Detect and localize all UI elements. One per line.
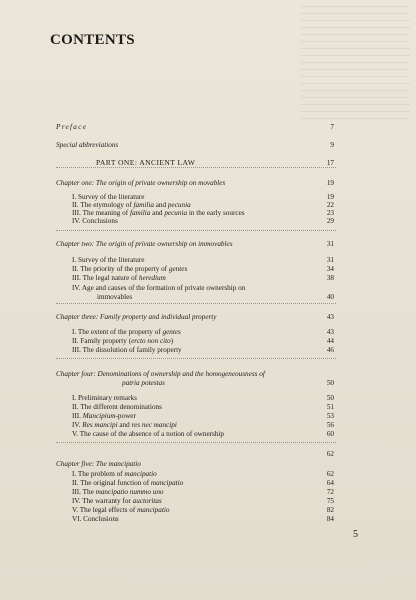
toc-entry-title: V. The cause of the absence of a notion of ownership bbox=[72, 430, 225, 438]
toc-entry-page: 29 bbox=[326, 217, 334, 225]
toc-entry-title: II. The priority of the property of gentes bbox=[72, 265, 188, 273]
toc-entry-title: III. The mancipatio nummo uno bbox=[72, 488, 164, 496]
toc-entry-title: I. Preliminary remarks bbox=[72, 394, 137, 402]
toc-entry bbox=[56, 122, 334, 132]
toc-entry-title: IV. Age and causes of the formation of private ownership on bbox=[72, 284, 246, 292]
page-title: CONTENTS bbox=[50, 32, 135, 48]
toc-entry-page: 40 bbox=[326, 293, 334, 301]
toc-entry bbox=[56, 216, 334, 226]
toc-entry bbox=[56, 292, 334, 302]
toc-entry-title: I. The problem of mancipatio bbox=[72, 470, 157, 478]
toc-entry-page: 50 bbox=[326, 379, 334, 387]
toc-entry bbox=[56, 178, 334, 188]
toc-entry-page: 75 bbox=[326, 497, 334, 505]
toc-entry-page: 43 bbox=[326, 328, 334, 336]
page-number: 5 bbox=[353, 529, 358, 540]
toc-entry-title: patria potestas bbox=[122, 379, 165, 387]
toc-entry-page: 53 bbox=[326, 412, 334, 420]
toc-entry bbox=[56, 312, 334, 322]
toc-entry bbox=[56, 378, 334, 388]
toc-entry-page: 60 bbox=[326, 430, 334, 438]
toc-entry-title: IV. Conclusions bbox=[72, 217, 118, 225]
toc-entry-title: Chapter four: Denominations of ownership and the homogeneousness of bbox=[56, 370, 265, 378]
toc-entry-page: 22 bbox=[326, 201, 334, 209]
toc-entry bbox=[56, 140, 334, 150]
toc-entry bbox=[56, 429, 334, 439]
toc-entry-page: 84 bbox=[326, 515, 334, 523]
toc-entry-title: III. Mancipium-power bbox=[72, 412, 136, 420]
toc-entry-page: 62 bbox=[326, 470, 334, 478]
toc-entry-page: 62 bbox=[326, 450, 334, 458]
toc-entry bbox=[56, 459, 334, 469]
toc-entry-page: 82 bbox=[326, 506, 334, 514]
toc-entry-page: 50 bbox=[326, 394, 334, 402]
toc-entry bbox=[56, 158, 334, 168]
toc-entry-page: 31 bbox=[326, 256, 334, 264]
toc-entry-title: II. The original function of mancipatio bbox=[72, 479, 184, 487]
toc-entry-title: Special abbreviations bbox=[56, 141, 119, 149]
toc-entry-title: I. The extent of the property of gentes bbox=[72, 328, 181, 336]
toc-entry bbox=[56, 239, 334, 249]
toc-entry-title: II. The etymology of familia and pecunia bbox=[72, 201, 191, 209]
toc-entry-title: Chapter five: The mancipatio bbox=[56, 460, 141, 468]
toc-entry-page: 46 bbox=[326, 346, 334, 354]
toc-entry-title: VI. Conclusions bbox=[72, 515, 119, 523]
toc-entry-page: 17 bbox=[326, 159, 334, 167]
toc-entry-page: 44 bbox=[326, 337, 334, 345]
toc-entry-page: 7 bbox=[330, 123, 334, 131]
toc-entry-title: I. Survey of the literature bbox=[72, 193, 145, 201]
toc-entry-title: II. The different denominations bbox=[72, 403, 162, 411]
toc-entry-title: Chapter two: The origin of private ownership on immovables bbox=[56, 240, 233, 248]
toc-entry-page: 56 bbox=[326, 421, 334, 429]
toc-entry-title: immovables bbox=[97, 293, 133, 301]
toc-entry-title: I. Survey of the literature bbox=[72, 256, 145, 264]
toc-entry-page: 9 bbox=[330, 141, 334, 149]
toc-entry-page: 72 bbox=[326, 488, 334, 496]
toc-entry-title: PART ONE: ANCIENT LAW bbox=[96, 158, 196, 167]
toc-entry-title: Preface bbox=[56, 123, 88, 131]
toc-entry-page: 43 bbox=[326, 313, 334, 321]
toc-entry-title: III. The legal nature of heredium bbox=[72, 274, 166, 282]
toc-entry-title: II. Family property (ercto non cito) bbox=[72, 337, 174, 345]
toc-entry-page: 64 bbox=[326, 479, 334, 487]
toc-entry-page: 19 bbox=[326, 179, 334, 187]
toc-entry bbox=[56, 273, 334, 283]
toc-entry-page: 51 bbox=[326, 403, 334, 411]
toc-entry-page: 31 bbox=[326, 240, 334, 248]
toc-entry bbox=[56, 514, 334, 524]
toc-entry-title: IV. Res mancipi and res nec mancipi bbox=[72, 421, 177, 429]
toc-entry-title: III. The meaning of familia and pecunia in the early sources bbox=[72, 209, 245, 217]
toc-entry-title: Chapter one: The origin of private ownership on movables bbox=[56, 179, 226, 187]
toc-entry bbox=[56, 449, 334, 459]
toc-entry-title: III. The dissolution of family property bbox=[72, 346, 182, 354]
toc-entry-page: 19 bbox=[326, 193, 334, 201]
toc-entry-page: 38 bbox=[326, 274, 334, 282]
toc-entry-title: IV. The warranty for auctoritas bbox=[72, 497, 162, 505]
toc-entry-page: 34 bbox=[326, 265, 334, 273]
toc-entry bbox=[56, 345, 334, 355]
toc-entry-page: 23 bbox=[326, 209, 334, 217]
toc-entry-title: V. The legal effects of mancipatio bbox=[72, 506, 170, 514]
toc-entry-title: Chapter three: Family property and individual property bbox=[56, 313, 217, 321]
